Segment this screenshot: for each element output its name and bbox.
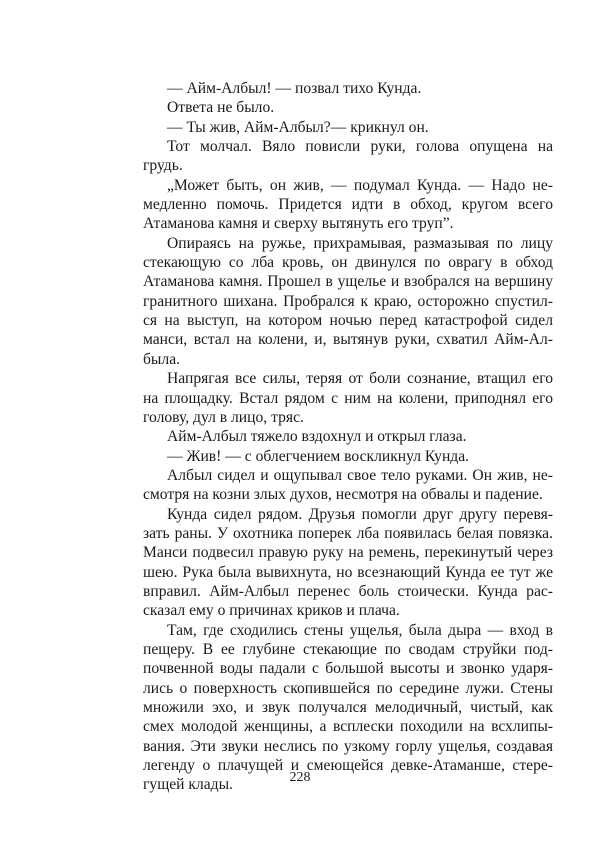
page-text	[143, 79, 553, 795]
text-line: ся на выступ, на котором ночью перед катастрофой сидел	[143, 312, 553, 330]
text-line: Манси подвесил правую руку на ремень, перекинутый через	[143, 544, 553, 562]
text-line: вания. Эти звуки неслись по узкому горлу ущелья, создавая	[143, 737, 553, 755]
text-line: — Жив! — с облегчением воскликнул Кунда.	[167, 447, 470, 465]
text-line: — Ты жив, Айм-Албыл?— крикнул он.	[167, 118, 429, 136]
paragraph	[143, 621, 553, 795]
text-line: Там, где сходились стены ущелья, была дыра — вход в	[167, 621, 553, 639]
paragraph	[143, 176, 553, 234]
text-line: гущей клады.	[143, 776, 233, 794]
text-line: Албыл сидел и ощупывал свое тело руками. Он жив, не-	[167, 466, 553, 484]
text-line: Атаманова камня и сверху вытянуть его труп”.	[143, 215, 454, 233]
paragraph	[143, 98, 553, 117]
text-line: на площадку. Встал рядом с ним на колени, приподнял его	[143, 389, 553, 407]
text-line: голову, дул в лицо, тряс.	[143, 408, 304, 426]
text-line: легенду о плачущей и смеющейся девке-Атаманше, стере-	[143, 757, 553, 775]
text-line: почвенной воды падали с большой высоты и звонко ударя-	[143, 660, 553, 678]
text-line: пещеру. В ее глубине стекающие по сводам струйки под-	[143, 640, 553, 658]
text-line: Ответа не было.	[167, 99, 275, 117]
page-number: 228	[289, 770, 311, 785]
paragraph	[143, 79, 553, 98]
text-line: Напрягая все силы, теряя от боли сознание, втащил его	[167, 370, 553, 388]
text-line: сказал ему о причинах криков и плача.	[143, 602, 400, 620]
text-line: грудь.	[143, 157, 183, 175]
text-line: вправил. Айм-Албыл перенес боль стоически. Кунда рас-	[143, 582, 553, 600]
paragraph	[143, 447, 553, 466]
paragraph	[143, 234, 553, 369]
text-line: смех молодой женщины, а всплески походили на всхлипы-	[143, 718, 553, 736]
paragraph	[143, 505, 553, 621]
text-line: — Айм-Албыл! — позвал тихо Кунда.	[167, 80, 422, 97]
text-line: манси, встал на колени, и, вытянув руки, схватил Айм-Ал-	[143, 331, 553, 349]
text-line: лись о поверхность скопившейся по середине лужи. Стены	[143, 679, 553, 697]
text-line: медленно помочь. Придется идти в обход, кругом всего	[143, 196, 553, 214]
text-line: гранитного шихана. Пробрался к краю, осторожно спустил-	[143, 292, 553, 310]
text-line: зать раны. У охотника поперек лба появилась белая повязка.	[143, 524, 553, 542]
text-line: „Может быть, он жив, — подумал Кунда. — Надо не-	[167, 176, 553, 194]
paragraph	[143, 118, 553, 137]
text-line: Атаманова камня. Прошел в ущелье и взобрался на вершину	[143, 273, 553, 291]
text-line: множили эхо, и звук получался мелодичный, чистый, как	[143, 699, 553, 716]
paragraph	[143, 369, 553, 427]
text-line: смотря на козни злых духов, несмотря на обвалы и падение.	[143, 486, 543, 504]
paragraph	[143, 137, 553, 176]
text-line: была.	[143, 350, 181, 368]
text-line: Тот молчал. Вяло повисли руки, голова опущена на	[167, 138, 553, 156]
text-line: Айм-Албыл тяжело вздохнул и открыл глаза.	[167, 428, 467, 446]
paragraph	[143, 427, 553, 446]
paragraph	[143, 466, 553, 505]
text-line: стекающую со лба кровь, он двинулся по оврагу в обход	[143, 254, 553, 272]
text-line: Кунда сидел рядом. Друзья помогли друг другу перевя-	[167, 505, 553, 523]
text-line: шею. Рука была вывихнута, но всезнающий Кунда ее тут же	[143, 563, 553, 581]
text-line: Опираясь на ружье, прихрамывая, размазывая по лицу	[167, 234, 553, 252]
